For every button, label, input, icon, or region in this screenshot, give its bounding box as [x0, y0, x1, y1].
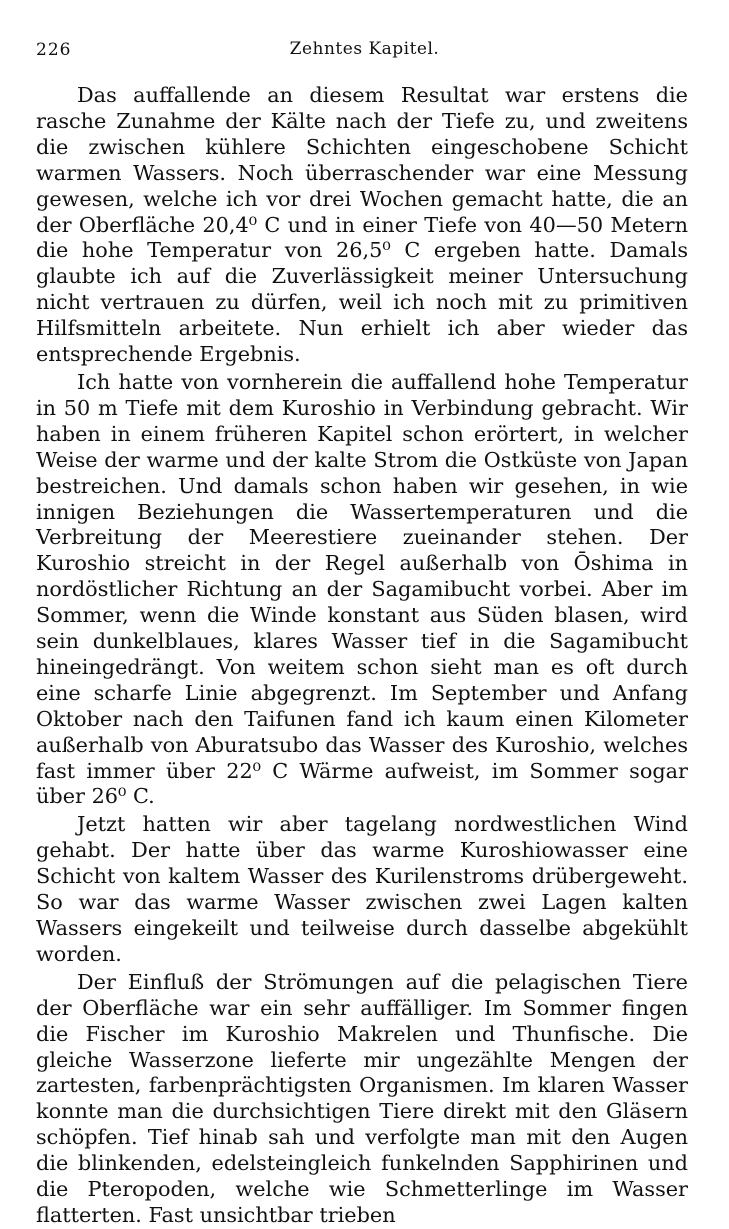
- paragraph-3: Jetzt hatten wir aber tagelang nordwestlichen Wind gehabt. Der hatte über das warme Kuroshiowasser eine Schicht von kaltem Wasser des Kurilenstroms drübergeweht. So war das warme Wasser zwischen zwei Lagen kalten Wassers eingekeilt und teilweise durch dasselbe abgekühlt worden.: [36, 812, 688, 966]
- paragraph-1: Das auffallende an diesem Resultat war erstens die rasche Zunahme der Kälte nach der Tiefe zu, und zweitens die zwischen kühlere Schichten eingeschobene Schicht warmen Wassers. Noch überraschender war eine Messung gewesen, welche ich vor drei Wochen gemacht hatte, die an der Oberfläche 20,4⁰ C und in einer Tiefe von 40—50 Metern die hohe Temperatur von 26,5⁰ C ergeben hatte. Damals glaubte ich auf die Zuverlässigkeit meiner Untersuchung nicht vertrauen zu dürfen, weil ich noch mit zu primitiven Hilfsmitteln arbeitete. Nun erhielt ich aber wieder das entsprechende Ergebnis.: [36, 83, 688, 367]
- page-header: [36, 36, 693, 62]
- page-number: 226: [36, 40, 72, 60]
- paragraph-2: Ich hatte von vornherein die auffallend hohe Temperatur in 50 m Tiefe mit dem Kuroshio in Verbindung gebracht. Wir haben in einem früheren Kapitel schon erörtert, in welcher Weise der warme und der kalte Strom die Ostküste von Japan bestreichen. Und damals schon haben wir gesehen, in wie innigen Beziehungen die Wassertemperaturen und die Verbreitung der Meerestiere zueinander stehen. Der Kuroshio streicht in der Regel außerhalb von Ōshima in nordöstlicher Richtung an der Sagamibucht vorbei. Aber im Sommer, wenn die Winde konstant aus Süden blasen, wird sein dunkelblaues, klares Wasser tief in die Sagamibucht hineingedrängt. Von weitem schon sieht man es oft durch eine scharfe Linie abgegrenzt. Im September und Anfang Oktober nach den Taifunen fand ich kaum einen Kilometer außerhalb von Aburatsubo das Wasser des Kuroshio, welches fast immer über 22⁰ C Wärme aufweist, im Sommer sogar über 26⁰ C.: [36, 369, 688, 809]
- running-title: Zehntes Kapitel.: [289, 39, 440, 59]
- paragraph-4: Der Einfluß der Strömungen auf die pelagischen Tiere der Oberfläche war ein sehr auffälliger. Im Sommer fingen die Fischer im Kuroshio Makrelen und Thunfische. Die gleiche Wasserzone lieferte mir ungezählte Mengen der zartesten, farbenprächtigsten Organismen. Im klaren Wasser konnte man die durchsichtigen Tiere direkt mit den Gläsern schöpfen. Tief hinab sah und verfolgte man mit den Augen die blinkenden, edelsteingleich funkelnden Sapphirinen und die Pteropoden, welche wie Schmetterlinge im Wasser flatterten. Fast unsichtbar trieben: [36, 969, 688, 1227]
- body-text: [36, 83, 688, 1229]
